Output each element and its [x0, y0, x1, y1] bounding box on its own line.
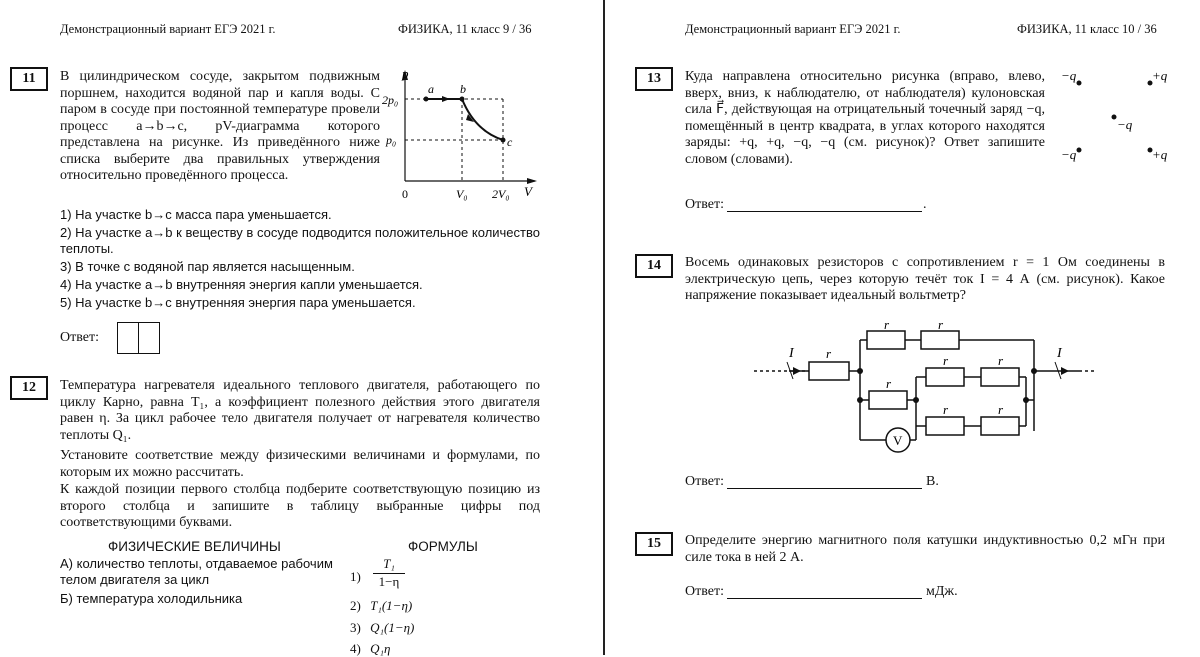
point-c-label: c	[507, 135, 513, 149]
x-2v0-label: 2V₀	[492, 187, 510, 201]
quantity-item-b: Б) температура холодильника	[60, 591, 243, 606]
right-page	[609, 0, 1200, 655]
question-11-text: В цилиндрическом сосуде, закрытом подвижным поршнем, находится водяной пар и капля воды. С паром в сосуде при постоянной температуре провели процесс a→b→c, pV-диаграмма которого представлена на рисунке. Из приведённого ниже списка выберите два правильных утверждения относительно проведённого процесса.	[60, 69, 380, 183]
axis-v-label: V	[524, 184, 532, 199]
question-number-13: 13	[635, 67, 673, 91]
q11-answer-cell-2[interactable]	[138, 322, 160, 354]
question-12-text-2: Установите соответствие между физическими величинами и формулами, по которым их можно рассчитать.	[60, 448, 540, 480]
resistor-label-2: r	[884, 317, 890, 332]
question-13-text: Куда направлена относительно рисунка (вправо, влево, вверх, вниз, к наблюдателю, от наблюдателя) кулоновская сила F⃗, действующая на отрицательный точечный заряд −q, помещённый в центр квадрата, в углах которого находятся заряды: +q, +q, −q, −q (см. рисунок)? Ответ запишите словом (словами).	[685, 69, 1045, 167]
resistor-label-3: r	[938, 317, 944, 332]
header-left-title: Демонстрационный вариант ЕГЭ 2021 г.	[60, 22, 276, 36]
voltmeter-label: V	[893, 433, 903, 448]
pv-diagram	[382, 66, 540, 206]
q11-option-5: 5) На участке b→c внутренняя энергия пара уменьшается.	[60, 295, 416, 310]
current-in-label: I	[789, 346, 794, 361]
formula-4-number: 4)	[350, 641, 361, 656]
question-12-text-1: Температура нагревателя идеального теплового двигателя, работающего по циклу Карно, равна T₁, а коэффициент полезного действия этого двигателя равен η. За цикл рабочее тело двигателя получает от нагревателя количество теплоты Q₁.	[60, 378, 540, 443]
formula-1-number: 1)	[350, 569, 361, 584]
axis-p-label: p	[402, 66, 409, 81]
formula-3	[350, 620, 414, 636]
current-out-label: I	[1057, 346, 1062, 361]
formula-1-numerator: T₁	[373, 556, 405, 574]
q13-answer-label: Ответ:	[685, 197, 724, 212]
question-number-14: 14	[635, 254, 673, 278]
header-right-page: ФИЗИКА, 11 класс 10 / 36	[1017, 22, 1157, 36]
q14-answer-line[interactable]	[727, 474, 922, 489]
q15-answer-line[interactable]	[727, 584, 922, 599]
charge-bottom-left: −q	[1061, 147, 1077, 162]
point-b-label: b	[460, 82, 466, 96]
header-left-page: ФИЗИКА, 11 класс 9 / 36	[398, 22, 532, 36]
q11-option-4: 4) На участке a→b внутренняя энергия капли уменьшается.	[60, 277, 423, 292]
formula-3-expr: Q₁(1−η)	[370, 620, 415, 635]
formula-2-number: 2)	[350, 598, 361, 613]
formula-2	[350, 598, 412, 614]
q14-answer-label: Ответ:	[685, 474, 724, 489]
resistor-label-5: r	[943, 353, 949, 368]
q15-answer-label: Ответ:	[685, 584, 724, 599]
charges-figure	[1054, 66, 1174, 166]
q11-option-1: 1) На участке b→c масса пара уменьшается.	[60, 207, 332, 222]
circuit-diagram	[749, 317, 1099, 460]
question-14-text: Восемь одинаковых резисторов с сопротивлением r = 1 Ом соединены в электрическую цепь, через которую течёт ток I = 4 А (см. рисунок). Какое напряжение показывает идеальный вольтметр?	[685, 255, 1165, 303]
question-15-text: Определите энергию магнитного поля катушки индуктивностью 0,2 мГн при силе тока в ней 2 А.	[685, 533, 1165, 565]
page-divider	[603, 0, 605, 655]
formula-1-denominator: 1−η	[378, 574, 400, 589]
x-v0-label: V₀	[456, 187, 468, 201]
question-number-11: 11	[10, 67, 48, 91]
y-p0-label: p₀	[386, 133, 397, 147]
q11-answer-cell-1[interactable]	[117, 322, 139, 354]
resistor-label-7: r	[943, 402, 949, 417]
charge-bottom-right: +q	[1152, 147, 1168, 162]
formula-3-number: 3)	[350, 620, 361, 635]
y-2p0-label: 2p₀	[382, 93, 399, 107]
column-header-formulas: ФОРМУЛЫ	[408, 539, 478, 554]
q11-answer-label: Ответ:	[60, 330, 99, 345]
q13-answer-dot: .	[923, 197, 927, 212]
charge-top-right: +q	[1152, 68, 1168, 83]
resistor-label-8: r	[998, 402, 1004, 417]
q15-answer-unit: мДж.	[926, 584, 958, 599]
formula-4	[350, 641, 390, 657]
resistor-label-4: r	[886, 376, 892, 391]
header-right-title: Демонстрационный вариант ЕГЭ 2021 г.	[685, 22, 901, 36]
q11-option-3: 3) В точке c водяной пар является насыщенным.	[60, 259, 355, 274]
q14-answer-unit: В.	[926, 474, 939, 489]
question-number-15: 15	[635, 532, 673, 556]
resistor-label-1: r	[826, 346, 832, 361]
charge-center: −q	[1117, 117, 1133, 132]
origin-label: 0	[402, 187, 408, 201]
question-number-12: 12	[10, 376, 48, 400]
resistor-label-6: r	[998, 353, 1004, 368]
charge-top-left: −q	[1061, 68, 1077, 83]
column-header-quantities: ФИЗИЧЕСКИЕ ВЕЛИЧИНЫ	[108, 539, 281, 554]
q11-option-2: 2) На участке a→b к веществу в сосуде подводится положительное количество теплоты.	[60, 225, 540, 256]
formula-2-expr: T₁(1−η)	[370, 598, 413, 613]
point-a-label: a	[428, 82, 434, 96]
question-12-text-3: К каждой позиции первого столбца подберите соответствующую позицию из второго столбца и запишите в таблицу выбранные цифры под соответствующими буквами.	[60, 482, 540, 530]
formula-4-expr: Q₁η	[370, 641, 391, 656]
q13-answer-line[interactable]	[727, 197, 922, 212]
quantity-item-a: А) количество теплоты, отдаваемое рабочим телом двигателя за цикл	[60, 556, 333, 587]
